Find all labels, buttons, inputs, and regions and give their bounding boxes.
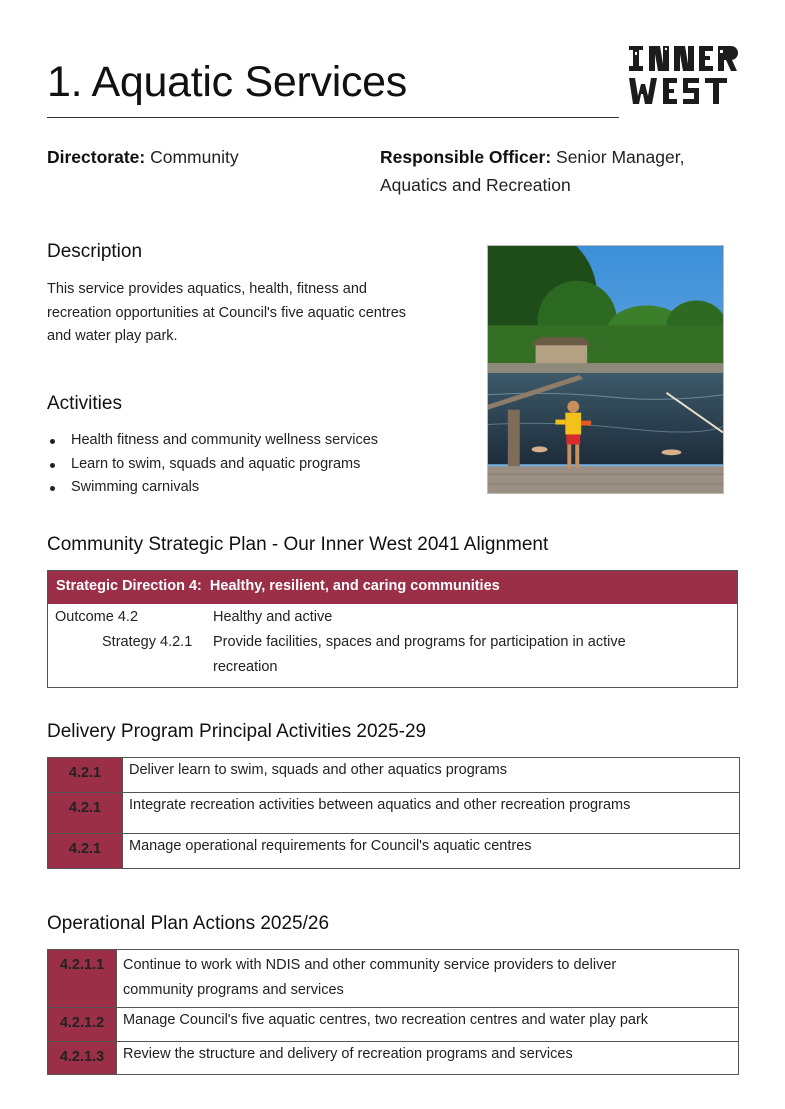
directorate <box>47 143 239 171</box>
description-line: recreation opportunities at Council's five aquatic centres <box>47 304 407 321</box>
activity-text: Manage operational requirements for Council's aquatic centres <box>123 834 740 869</box>
directorate-label: Directorate: <box>47 147 146 167</box>
action-code: 4.2.1.2 <box>48 1008 117 1042</box>
activity-code: 4.2.1 <box>48 834 123 869</box>
directorate-value: Community <box>150 147 239 167</box>
activity-item: Learn to swim, squads and aquatic programs <box>48 453 468 477</box>
table-row <box>48 950 739 1008</box>
outcome-label: Outcome 4.2 <box>55 609 139 625</box>
activity-text: Integrate recreation activities between aquatics and other recreation programs <box>123 793 740 834</box>
inner-west-logo <box>627 44 739 106</box>
action-code: 4.2.1.3 <box>48 1042 117 1075</box>
activity-text: Deliver learn to swim, squads and other aquatics programs <box>123 758 740 793</box>
direction-label: Strategic Direction 4: <box>56 578 202 594</box>
action-code: 4.2.1.1 <box>48 950 117 1008</box>
csp-table <box>47 570 738 688</box>
table-row <box>48 1042 739 1075</box>
activity-item: Health fitness and community wellness services <box>48 429 468 453</box>
table-row <box>48 1008 739 1042</box>
outcome-text: Healthy and active <box>213 609 333 625</box>
action-text <box>117 950 739 1008</box>
activities-heading: Activities <box>47 393 122 414</box>
activities-list <box>48 429 468 500</box>
action-text-line: Continue to work with NDIS and other community service providers to deliver <box>123 957 617 973</box>
description-line: and water play park. <box>47 328 178 344</box>
officer-value-line2: Aquatics and Recreation <box>380 175 571 195</box>
action-text: Review the structure and delivery of recreation programs and services <box>117 1042 739 1075</box>
activity-code: 4.2.1 <box>48 758 123 793</box>
pool-photo <box>487 245 724 494</box>
strategy-label: Strategy 4.2.1 <box>102 634 193 650</box>
page-title: 1. Aquatic Services <box>47 58 407 106</box>
action-text-line: community programs and services <box>123 982 344 998</box>
responsible-officer <box>380 143 740 199</box>
strategy-text-line1: Provide facilities, spaces and programs for participation in active <box>213 634 626 650</box>
csp-body <box>48 604 737 687</box>
table-row <box>48 834 740 869</box>
description-line: This service provides aquatics, health, fitness and <box>47 281 367 297</box>
activity-item: Swimming carnivals <box>48 476 468 500</box>
table-row <box>48 758 740 793</box>
action-text: Manage Council's five aquatic centres, two recreation centres and water play park <box>117 1008 739 1042</box>
description-heading: Description <box>47 241 143 262</box>
operational-heading: Operational Plan Actions 2025/26 <box>47 913 330 934</box>
operational-table <box>47 949 739 1075</box>
csp-heading: Community Strategic Plan - Our Inner West 2041 Alignment <box>47 534 549 555</box>
strategic-direction-row <box>48 571 737 604</box>
strategy-text-line2: recreation <box>213 659 278 675</box>
officer-value-line1: Senior Manager, <box>556 147 685 167</box>
direction-text: Healthy, resilient, and caring communities <box>209 578 500 594</box>
activity-code: 4.2.1 <box>48 793 123 834</box>
officer-label: Responsible Officer: <box>380 147 552 167</box>
description-text <box>47 278 477 349</box>
delivery-table <box>47 757 740 869</box>
table-row <box>48 793 740 834</box>
title-divider <box>47 117 619 118</box>
delivery-heading: Delivery Program Principal Activities 2025-29 <box>47 721 427 742</box>
